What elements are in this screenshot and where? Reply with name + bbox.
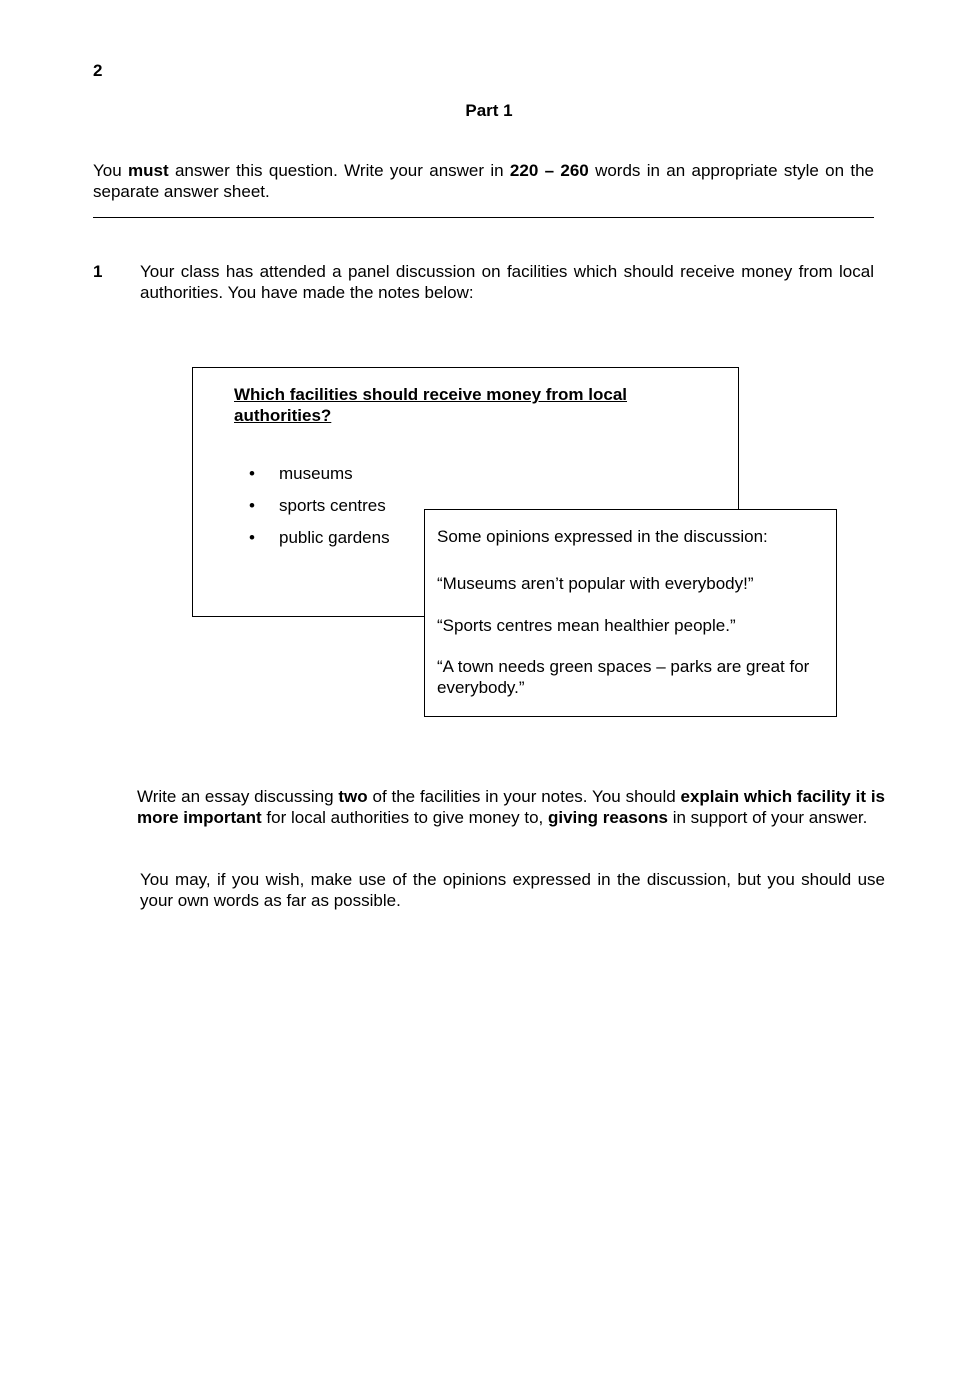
page-number: 2 [93,61,103,80]
bullet-icon: • [249,528,255,547]
task-bold-two: two [338,787,368,806]
notes-item-sports-centres: sports centres [279,496,386,515]
task-bold-giving-reasons: giving reasons [548,808,668,827]
task-paragraph-2: You may, if you wish, make use of the opinions expressed in the discussion, but you should use your own words as far as possible. [140,870,885,910]
divider-rule [93,217,874,218]
instructions [93,160,874,202]
instructions-text-3: words in an appropriate style on the separate answer sheet. [93,161,874,201]
task-text-2: of the facilities in your notes. You should [367,787,681,806]
task-text-3: for local authorities to give money to, [261,808,548,827]
opinions-heading: Some opinions expressed in the discussion: [437,527,768,546]
notes-item-museums: museums [279,464,353,483]
task-bold-explain: explain which facility it is more important [137,787,886,827]
instructions-word-count: 220 – 260 [509,161,589,180]
bullet-icon: • [249,496,255,515]
instructions-text-1: You [93,161,129,180]
task-text-1: Write an essay discussing [137,787,339,806]
opinion-quote-museums: “Museums aren’t popular with everybody!” [437,574,754,593]
opinion-quote-green-spaces: “A town needs green spaces – parks are great for everybody.” [437,657,810,697]
opinion-quote-sports: “Sports centres mean healthier people.” [437,616,736,635]
list-item [234,495,390,527]
notes-heading: Which facilities should receive money from local authorities? [234,385,628,425]
question-number: 1 [93,262,103,281]
notes-list [234,463,390,559]
instructions-must: must [128,161,169,180]
instructions-text-2: answer this question. Write your answer in [168,161,510,180]
question-intro: Your class has attended a panel discussion on facilities which should receive money from local authorities. You have made the notes below: [140,262,874,302]
task-text-4: in support of your answer. [667,808,868,827]
list-item [234,463,390,495]
part-title: Part 1 [465,101,513,120]
bullet-icon: • [249,464,255,483]
task-paragraph-1 [137,786,885,828]
list-item [234,527,390,559]
notes-item-public-gardens: public gardens [279,528,390,547]
opinions-box [424,509,837,717]
